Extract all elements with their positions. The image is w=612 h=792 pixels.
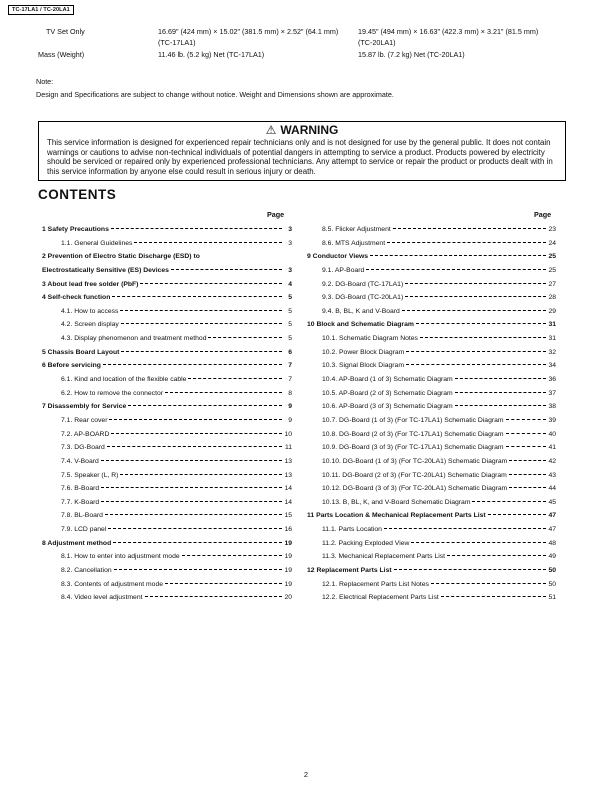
- toc-entry-page: 32: [548, 348, 556, 356]
- spec-value-tc17: 11.46 lb. (5.2 kg) Net (TC-17LA1): [158, 50, 265, 59]
- toc-leader-line: [405, 283, 546, 284]
- toc-entry-title: 10.5. AP-Board (2 of 3) Schematic Diagram: [322, 389, 453, 397]
- toc-entry-page: 14: [284, 485, 292, 493]
- toc-entry-page: 20: [284, 594, 292, 602]
- toc-entry[interactable]: [42, 240, 292, 254]
- toc-entry-page: 28: [548, 294, 556, 302]
- toc-entry[interactable]: [307, 431, 556, 445]
- spec-value-tc17: 16.69" (424 mm) × 15.02" (381.5 mm) × 2.52" (64.1 mm) (TC-17LA1): [158, 27, 339, 47]
- toc-entry-title: Electrostatically Sensitive (ES) Devices: [42, 266, 169, 274]
- toc-entry-page: 5: [288, 335, 292, 343]
- toc-entry-title: 11.3. Mechanical Replacement Parts List: [322, 553, 446, 561]
- toc-entry-page: 24: [548, 239, 556, 247]
- toc-entry-page: 10: [284, 430, 292, 438]
- toc-leader-line: [509, 487, 546, 488]
- toc-entry-title: 10.10. DG-Board (1 of 3) (For TC-20LA1) Schematic Diagram: [322, 457, 508, 465]
- toc-leader-line: [120, 310, 282, 311]
- toc-entry-title: 10.2. Power Block Diagram: [322, 348, 405, 356]
- toc-entry[interactable]: [42, 349, 292, 363]
- toc-entry-page: 37: [548, 389, 556, 397]
- toc-entry-page: 49: [548, 553, 556, 561]
- toc-entry[interactable]: [42, 390, 292, 404]
- warning-body: This service information is designed for experienced repair technicians only and is not designed for use by the general public. It does not contain warnings or cautions to advise non-technical individuals of potential dangers in attempting to service a product. Products powered by electricity should be serviced or repaired only by experienced professional technicians. Any attempt to service or repair the product or products dealt with in this service information by anyone else could result in serious injury or death.: [47, 138, 553, 176]
- toc-entry-title: 7.6. B-Board: [61, 485, 100, 493]
- toc-entry-title: 12.1. Replacement Parts List Notes: [322, 580, 429, 588]
- toc-leader-line: [402, 310, 546, 311]
- toc-entry-page: 25: [548, 266, 556, 274]
- toc-entry-title: 9 Conductor Views: [307, 253, 369, 261]
- toc-leader-line: [171, 269, 282, 270]
- toc-entry-page: 11: [284, 444, 292, 452]
- toc-entry-page: 27: [548, 280, 556, 288]
- toc-entry-title: 10.3. Signal Block Diagram: [322, 362, 404, 370]
- toc-entry[interactable]: [307, 458, 556, 472]
- toc-entry[interactable]: [42, 321, 292, 335]
- toc-entry-title: 12 Replacement Parts List: [307, 567, 392, 575]
- toc-entry-title: 6.1. Kind and location of the flexible cable: [61, 376, 187, 384]
- toc-entry[interactable]: [42, 417, 292, 431]
- toc-entry[interactable]: [307, 349, 556, 363]
- toc-entry-page: 43: [548, 471, 556, 479]
- toc-entry-page: 41: [548, 444, 556, 452]
- toc-entry-page: 48: [548, 539, 556, 547]
- toc-leader-line: [370, 255, 546, 256]
- toc-entry-title: 8.6. MTS Adjustment: [322, 239, 386, 247]
- toc-entry[interactable]: [42, 512, 292, 526]
- toc-entry[interactable]: [307, 376, 556, 390]
- toc-entry-title: 10.12. DG-Board (3 of 3) (For TC-20LA1) Schematic Diagram: [322, 485, 508, 493]
- toc-entry-title: 7.5. Speaker (L, R): [61, 471, 119, 479]
- toc-entry-page: 44: [548, 485, 556, 493]
- toc-entry[interactable]: [42, 335, 292, 349]
- toc-entry-title: 10 Block and Schematic Diagram: [307, 321, 414, 329]
- toc-entry-title: 7.7. K-Board: [61, 498, 100, 506]
- toc-entry-page: 34: [548, 362, 556, 370]
- toc-leader-line: [145, 596, 283, 597]
- toc-entry-page: 51: [548, 594, 556, 602]
- toc-leader-line: [416, 323, 546, 324]
- page-column-header: Page: [267, 210, 285, 219]
- toc-leader-line: [394, 569, 546, 570]
- toc-leader-line: [208, 337, 282, 338]
- toc-entry-title: 7.3. DG-Board: [61, 444, 105, 452]
- toc-entry[interactable]: [42, 581, 292, 595]
- toc-entry-title: 10.7. DG-Board (1 of 3) (For TC-17LA1) Schematic Diagram: [322, 416, 504, 424]
- toc-entry[interactable]: [42, 472, 292, 486]
- toc-entry[interactable]: [42, 253, 292, 267]
- toc-entry-title: 12.2. Electrical Replacement Parts List: [322, 594, 439, 602]
- contents-title: CONTENTS: [38, 187, 117, 202]
- toc-entry-title: 6 Before servicing: [42, 362, 101, 370]
- toc-leader-line: [101, 501, 282, 502]
- toc-entry-page: 19: [284, 580, 292, 588]
- toc-entry-title: 5 Chassis Board Layout: [42, 348, 120, 356]
- toc-leader-line: [165, 583, 282, 584]
- spec-value-tc20: 19.45" (494 mm) × 16.63" (422.3 mm) × 3.21" (81.5 mm) (TC-20LA1): [358, 27, 539, 47]
- toc-entry-page: 42: [548, 457, 556, 465]
- toc-entry[interactable]: [307, 362, 556, 376]
- toc-entry[interactable]: [307, 417, 556, 431]
- toc-entry-page: 5: [288, 294, 292, 302]
- toc-leader-line: [506, 446, 546, 447]
- toc-entry-title: 10.1. Schematic Diagram Notes: [322, 335, 418, 343]
- toc-entry[interactable]: [307, 403, 556, 417]
- toc-entry-title: 11 Parts Location & Mechanical Replacement Parts List: [307, 512, 486, 520]
- toc-entry[interactable]: [42, 567, 292, 581]
- toc-leader-line: [387, 242, 546, 243]
- toc-leader-line: [488, 514, 546, 515]
- toc-entry-page: 3: [288, 266, 292, 274]
- page-column-header: Page: [534, 210, 552, 219]
- toc-entry[interactable]: [42, 403, 292, 417]
- spec-label: TV Set Only: [46, 27, 85, 36]
- toc-entry-title: 1.1. General Guidelines: [61, 239, 133, 247]
- toc-entry[interactable]: [307, 281, 556, 295]
- warning-triangle-icon: ⚠: [265, 123, 277, 137]
- toc-leader-line: [165, 392, 282, 393]
- toc-entry-page: 15: [284, 512, 292, 520]
- toc-entry-title: 10.9. DG-Board (3 of 3) (For TC-17LA1) Schematic Diagram: [322, 444, 504, 452]
- toc-entry[interactable]: [42, 226, 292, 240]
- toc-entry[interactable]: [307, 294, 556, 308]
- toc-entry-title: 7.2. AP-BOARD: [61, 430, 110, 438]
- toc-entry[interactable]: [42, 526, 292, 540]
- toc-entry[interactable]: [42, 267, 292, 281]
- toc-entry[interactable]: [307, 485, 556, 499]
- toc-entry[interactable]: [307, 240, 556, 254]
- toc-leader-line: [509, 474, 546, 475]
- toc-leader-line: [108, 528, 282, 529]
- toc-leader-line: [441, 596, 546, 597]
- toc-entry-title: 7.8. BL-Board: [61, 512, 103, 520]
- toc-entry-title: 8.5. Flicker Adjustment: [322, 226, 391, 233]
- toc-leader-line: [393, 228, 546, 229]
- toc-entry[interactable]: [307, 567, 556, 581]
- toc-entry[interactable]: [42, 444, 292, 458]
- toc-leader-line: [506, 433, 546, 434]
- toc-entry-page: 16: [284, 526, 292, 534]
- toc-entry-page: 7: [288, 362, 292, 370]
- page-number: 2: [303, 770, 309, 779]
- toc-entry[interactable]: [42, 458, 292, 472]
- note-text: Design and Specifications are subject to change without notice. Weight and Dimensions shown are approximate.: [36, 90, 394, 99]
- toc-leader-line: [188, 378, 282, 379]
- toc-entry-page: 19: [284, 567, 292, 575]
- toc-entry[interactable]: [42, 499, 292, 513]
- toc-entry-page: 29: [548, 307, 556, 315]
- toc-entry[interactable]: [307, 321, 556, 335]
- toc-leader-line: [121, 351, 282, 352]
- toc-entry-page: 19: [284, 553, 292, 561]
- toc-leader-line: [140, 283, 282, 284]
- toc-entry-title: 6.2. How to remove the connector: [61, 389, 164, 397]
- toc-entry-title: 4.1. How to access: [61, 307, 119, 315]
- toc-leader-line: [472, 501, 546, 502]
- toc-entry-page: 13: [284, 457, 292, 465]
- toc-entry-title: 8 Adjustment method: [42, 539, 112, 547]
- warning-title: WARNING: [280, 123, 339, 137]
- toc-entry-page: 6: [288, 348, 292, 356]
- toc-entry[interactable]: [307, 581, 556, 595]
- toc-entry-page: 31: [548, 321, 556, 329]
- toc-leader-line: [447, 555, 546, 556]
- toc-leader-line: [109, 419, 282, 420]
- toc-entry-title: 3 About lead free solder (PbF): [42, 280, 139, 288]
- toc-leader-line: [128, 405, 282, 406]
- toc-entry[interactable]: [42, 308, 292, 322]
- toc-entry-title: 10.6. AP-Board (3 of 3) Schematic Diagram: [322, 403, 453, 411]
- toc-entry[interactable]: [42, 431, 292, 445]
- toc-entry-page: 4: [288, 280, 292, 288]
- toc-entry-page: 25: [548, 253, 556, 261]
- toc-entry-title: 10.8. DG-Board (2 of 3) (For TC-17LA1) Schematic Diagram: [322, 430, 504, 438]
- toc-leader-line: [121, 323, 282, 324]
- toc-leader-line: [111, 228, 282, 229]
- toc-entry-page: 47: [548, 526, 556, 534]
- toc-entry[interactable]: [307, 540, 556, 554]
- toc-entry-page: 40: [548, 430, 556, 438]
- toc-entry-title: 4.3. Display phenomenon and treatment method: [61, 335, 207, 343]
- toc-entry-title: 8.4. Video level adjustment: [61, 594, 143, 602]
- toc-leader-line: [455, 392, 546, 393]
- toc-leader-line: [506, 419, 546, 420]
- toc-leader-line: [366, 269, 546, 270]
- toc-entry[interactable]: [307, 472, 556, 486]
- toc-entry-page: 45: [548, 498, 556, 506]
- toc-leader-line: [111, 433, 282, 434]
- toc-entry-page: 3: [288, 239, 292, 247]
- spec-value-tc20: 15.87 lb. (7.2 kg) Net (TC-20LA1): [358, 50, 465, 59]
- toc-entry[interactable]: [307, 253, 556, 267]
- toc-leader-line: [431, 583, 546, 584]
- toc-left-column: [42, 226, 292, 608]
- toc-entry-page: 47: [548, 512, 556, 520]
- toc-leader-line: [455, 378, 546, 379]
- toc-entry-title: 2 Prevention of Electro Static Discharge (ESD) to: [42, 253, 200, 261]
- toc-leader-line: [120, 474, 282, 475]
- toc-leader-line: [405, 296, 546, 297]
- toc-entry-page: 7: [288, 376, 292, 384]
- toc-entry-title: 7 Disassembly for Service: [42, 403, 127, 411]
- toc-entry[interactable]: [42, 294, 292, 308]
- toc-entry[interactable]: [307, 226, 556, 240]
- toc-entry-title: 1 Safety Precautions: [42, 226, 109, 233]
- toc-entry-page: 31: [548, 335, 556, 343]
- toc-leader-line: [103, 364, 282, 365]
- toc-entry[interactable]: [42, 540, 292, 554]
- toc-entry-title: 8.2. Cancellation: [61, 567, 112, 575]
- toc-entry[interactable]: [307, 553, 556, 567]
- toc-leader-line: [384, 528, 546, 529]
- warning-heading: [47, 123, 557, 138]
- toc-entry-title: 11.1. Parts Location: [322, 526, 382, 534]
- toc-entry[interactable]: [307, 308, 556, 322]
- toc-entry-title: 8.1. How to enter into adjustment mode: [61, 553, 180, 561]
- toc-entry[interactable]: [42, 594, 292, 608]
- toc-entry[interactable]: [42, 281, 292, 295]
- toc-leader-line: [134, 242, 282, 243]
- toc-entry-title: 9.2. DG-Board (TC-17LA1): [322, 280, 404, 288]
- toc-entry-title: 7.9. LCD panel: [61, 526, 107, 534]
- toc-entry-title: 7.1. Rear cover: [61, 416, 108, 424]
- toc-entry-title: 11.2. Packing Exploded View: [322, 539, 410, 547]
- toc-entry[interactable]: [307, 526, 556, 540]
- toc-entry-title: 10.4. AP-Board (1 of 3) Schematic Diagram: [322, 376, 453, 384]
- toc-leader-line: [509, 460, 546, 461]
- warning-box: [38, 121, 566, 181]
- toc-entry-page: 5: [288, 307, 292, 315]
- toc-entry[interactable]: [307, 267, 556, 281]
- toc-entry-page: 36: [548, 376, 556, 384]
- toc-leader-line: [411, 542, 546, 543]
- toc-entry-page: 39: [548, 416, 556, 424]
- toc-entry[interactable]: [42, 362, 292, 376]
- toc-entry[interactable]: [307, 594, 556, 608]
- toc-leader-line: [113, 542, 282, 543]
- toc-leader-line: [420, 337, 546, 338]
- toc-entry-page: 38: [548, 403, 556, 411]
- toc-entry[interactable]: [307, 499, 556, 513]
- toc-leader-line: [182, 555, 282, 556]
- toc-entry[interactable]: [307, 390, 556, 404]
- toc-entry-title: 9.3. DG-Board (TC-20LA1): [322, 294, 404, 302]
- toc-entry-page: 23: [548, 226, 556, 233]
- spec-label: Mass (Weight): [38, 50, 85, 59]
- note-label: Note:: [36, 77, 54, 86]
- model-tag: TC-17LA1 / TC-20LA1: [8, 5, 74, 15]
- toc-entry-title: 4 Self-check function: [42, 294, 111, 302]
- toc-entry[interactable]: [42, 485, 292, 499]
- toc-entry-title: 10.11. DG-Board (2 of 3) (For TC-20LA1) Schematic Diagram: [322, 471, 507, 479]
- toc-entry-page: 5: [288, 321, 292, 329]
- toc-leader-line: [406, 351, 546, 352]
- toc-entry[interactable]: [42, 376, 292, 390]
- toc-entry-page: 9: [288, 416, 292, 424]
- toc-entry-page: 14: [284, 498, 292, 506]
- toc-leader-line: [107, 446, 282, 447]
- toc-entry[interactable]: [42, 553, 292, 567]
- toc-entry-page: 19: [284, 539, 292, 547]
- toc-right-column: [307, 226, 556, 608]
- toc-entry-title: 7.4. V-Board: [61, 457, 99, 465]
- toc-entry[interactable]: [307, 512, 556, 526]
- toc-entry-page: 3: [288, 226, 292, 233]
- toc-leader-line: [105, 514, 282, 515]
- toc-entry[interactable]: [307, 444, 556, 458]
- toc-leader-line: [112, 296, 282, 297]
- toc-leader-line: [455, 405, 546, 406]
- toc-entry-title: 4.2. Screen display: [61, 321, 119, 329]
- toc-leader-line: [114, 569, 282, 570]
- toc-entry-title: 9.4. B, BL, K and V-Board: [322, 307, 400, 315]
- toc-entry-page: 50: [548, 567, 556, 575]
- toc-entry-page: 50: [548, 580, 556, 588]
- toc-leader-line: [101, 487, 282, 488]
- toc-entry-title: 10.13. B, BL, K, and V-Board Schematic Diagram: [322, 498, 471, 506]
- toc-leader-line: [101, 460, 282, 461]
- toc-entry-page: 9: [288, 403, 292, 411]
- toc-entry-page: 13: [284, 471, 292, 479]
- toc-entry-title: 9.1. AP-Board: [322, 266, 365, 274]
- toc-entry-page: 8: [288, 389, 292, 397]
- toc-entry[interactable]: [307, 335, 556, 349]
- toc-entry-title: 8.3. Contents of adjustment mode: [61, 580, 164, 588]
- toc-leader-line: [406, 364, 546, 365]
